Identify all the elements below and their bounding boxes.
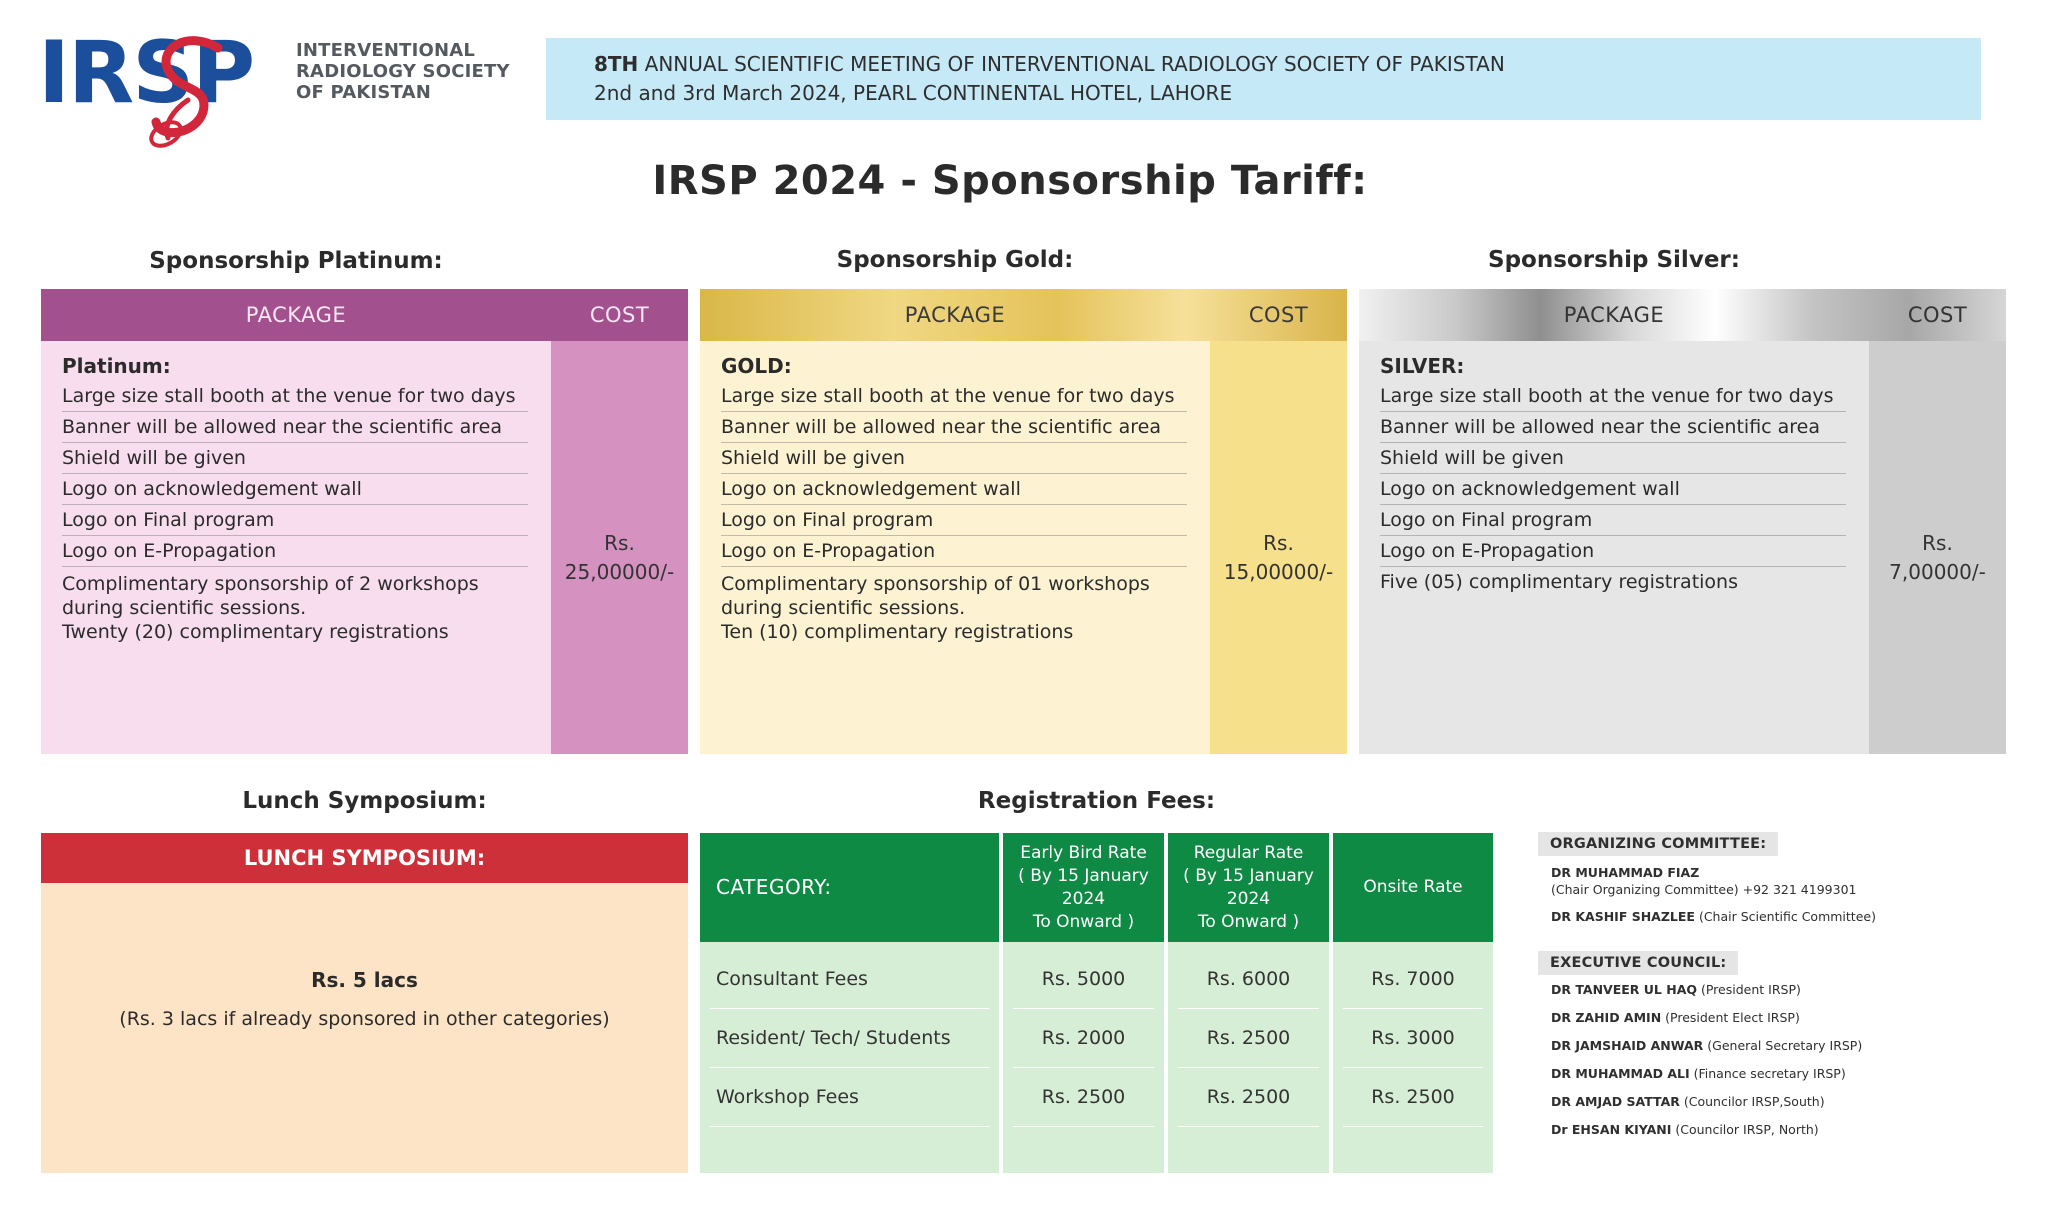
benefit-item: Shield will be given (1380, 443, 1846, 474)
member-role: (General Secretary IRSP) (1703, 1038, 1863, 1053)
fee-cell: Rs. 2500 (1013, 1068, 1154, 1127)
member-name: Dr EHSAN KIYANI (1551, 1122, 1672, 1137)
benefit-item: Logo on Final program (1380, 505, 1846, 536)
silver-cost (1869, 341, 2006, 754)
logo-wordmark (296, 40, 510, 103)
header-line: 2024 (1226, 888, 1271, 909)
council-member (1538, 981, 1998, 998)
header-line: ( By 15 January (1018, 865, 1149, 886)
committee-panel (1538, 832, 1998, 1138)
cost-currency: Rs. (1263, 530, 1294, 555)
platinum-table-header (41, 289, 688, 341)
package-column-header: PACKAGE (904, 303, 1006, 327)
header-line: 2024 (1061, 888, 1106, 909)
benefit-line: Ten (10) complimentary registrations (721, 621, 1074, 643)
registration-section-title: Registration Fees: (977, 788, 1216, 814)
fee-cell: Rs. 5000 (1013, 950, 1154, 1009)
gold-package-details (700, 341, 1210, 754)
benefit-item: Banner will be allowed near the scientific area (62, 412, 528, 443)
member-name: DR MUHAMMAD ALI (1551, 1066, 1690, 1081)
benefit-item: Logo on Final program (62, 505, 528, 536)
cost-amount: 15,00000/- (1223, 559, 1334, 584)
member-role: (Chair Scientific Committee) (1694, 909, 1876, 924)
header-line: Early Bird Rate (1020, 842, 1147, 863)
category-header: CATEGORY: (700, 833, 999, 942)
registration-fees-table (700, 833, 1493, 1173)
platinum-cost (551, 341, 688, 754)
lunch-symposium-box (41, 833, 688, 1173)
member-name: DR TANVEER UL HAQ (1551, 982, 1698, 997)
cost-column-header: COST (1248, 303, 1309, 327)
member-role: (President IRSP) (1697, 982, 1801, 997)
committee-member (1538, 908, 1998, 925)
benefit-item: Logo on acknowledgement wall (1380, 474, 1846, 505)
fee-cell: Rs. 2500 (1178, 1009, 1319, 1068)
benefit-item-multiline (721, 567, 1187, 645)
benefit-item-multiline (62, 567, 528, 645)
benefit-item: Logo on E-Propagation (721, 536, 1187, 567)
banner-line-2: 2nd and 3rd March 2024, PEARL CONTINENTAL HOTEL, LAHORE (594, 81, 1233, 105)
gold-cost (1210, 341, 1347, 754)
benefit-line: during scientific sessions. (62, 597, 307, 619)
member-role: (Councilor IRSP, North) (1671, 1122, 1819, 1137)
cost-currency: Rs. (604, 530, 635, 555)
member-name: DR JAMSHAID ANWAR (1551, 1038, 1704, 1053)
benefit-item: Large size stall booth at the venue for two days (1380, 381, 1846, 412)
council-member (1538, 1009, 1998, 1026)
regular-rate-column (1168, 833, 1329, 1173)
organizing-committee-title: ORGANIZING COMMITTEE: (1538, 832, 1778, 856)
member-role: (Finance secretary IRSP) (1689, 1066, 1846, 1081)
lunch-section-title: Lunch Symposium: (242, 788, 487, 814)
logo-line: OF PAKISTAN (296, 82, 432, 103)
benefit-item: Shield will be given (62, 443, 528, 474)
gold-table-header (700, 289, 1347, 341)
package-name: SILVER: (1380, 354, 1465, 378)
member-role: (President Elect IRSP) (1661, 1010, 1800, 1025)
logo-line: RADIOLOGY SOCIETY (296, 61, 510, 82)
benefit-item: Large size stall booth at the venue for two days (721, 381, 1187, 412)
benefit-item: Large size stall booth at the venue for two days (62, 381, 528, 412)
benefit-item: Logo on acknowledgement wall (62, 474, 528, 505)
council-member (1538, 1093, 1998, 1110)
regular-rate-header (1168, 833, 1329, 942)
package-name: Platinum: (62, 354, 171, 378)
cost-currency: Rs. (1922, 530, 1953, 555)
cost-column-header: COST (1907, 303, 1968, 327)
fee-cell: Rs. 2500 (1343, 1068, 1483, 1127)
fee-cell: Rs. 7000 (1343, 950, 1483, 1009)
lunch-header: LUNCH SYMPOSIUM: (41, 833, 688, 883)
category-column (700, 833, 999, 1173)
header-line: ( By 15 January (1183, 865, 1314, 886)
banner-line-1 (594, 50, 1981, 79)
benefit-line: Complimentary sponsorship of 01 workshops (721, 573, 1150, 595)
package-column-header: PACKAGE (1563, 303, 1665, 327)
platinum-table (41, 289, 688, 754)
silver-table-header (1359, 289, 2006, 341)
category-cell: Workshop Fees (710, 1068, 989, 1127)
benefit-item: Logo on Final program (721, 505, 1187, 536)
executive-council-title: EXECUTIVE COUNCIL: (1538, 951, 1738, 975)
irsp-logo-mark (38, 30, 288, 150)
benefit-item: Five (05) complimentary registrations (1380, 571, 1738, 593)
event-banner (546, 38, 1981, 120)
banner-ordinal: 8TH (594, 52, 639, 76)
committee-member (1538, 864, 1998, 881)
gold-table (700, 289, 1347, 754)
banner-event-name: ANNUAL SCIENTIFIC MEETING OF INTERVENTIONAL RADIOLOGY SOCIETY OF PAKISTAN (638, 52, 1505, 76)
member-name: DR AMJAD SATTAR (1551, 1094, 1680, 1109)
council-member (1538, 1037, 1998, 1054)
benefit-item: Shield will be given (721, 443, 1187, 474)
benefit-item: Logo on E-Propagation (62, 536, 528, 567)
cost-column-header: COST (551, 289, 688, 341)
benefit-item: Banner will be allowed near the scientific area (1380, 412, 1846, 443)
cost-amount: 7,00000/- (1889, 559, 1986, 584)
package-name: GOLD: (721, 354, 792, 378)
fee-cell: Rs. 2500 (1178, 1068, 1319, 1127)
category-cell: Consultant Fees (710, 950, 989, 1009)
gold-section-title: Sponsorship Gold: (836, 247, 1074, 273)
onsite-rate-header: Onsite Rate (1333, 833, 1493, 942)
irsp-logo (38, 30, 510, 150)
member-role: (Councilor IRSP,South) (1679, 1094, 1825, 1109)
fee-cell: Rs. 3000 (1343, 1009, 1483, 1068)
council-member (1538, 1065, 1998, 1082)
benefit-item: Logo on E-Propagation (1380, 536, 1846, 567)
logo-acronym: IRSP (38, 30, 254, 123)
early-bird-header (1003, 833, 1164, 942)
platinum-package-details (41, 341, 551, 754)
header-line: To Onward ) (1197, 911, 1300, 932)
silver-package-details (1359, 341, 1869, 754)
benefit-line: during scientific sessions. (721, 597, 966, 619)
benefit-list (721, 381, 1190, 645)
cost-amount: 25,00000/- (564, 559, 675, 584)
platinum-section-title: Sponsorship Platinum: (149, 248, 443, 274)
benefit-line: Twenty (20) complimentary registrations (62, 621, 449, 643)
fee-cell: Rs. 6000 (1178, 950, 1319, 1009)
silver-table (1359, 289, 2006, 754)
lunch-note: (Rs. 3 lacs if already sponsored in other categories) (119, 1008, 610, 1030)
category-cell: Resident/ Tech/ Students (710, 1009, 989, 1068)
lunch-price: Rs. 5 lacs (311, 968, 418, 992)
benefit-item: Banner will be allowed near the scientific area (721, 412, 1187, 443)
benefit-list (62, 381, 531, 645)
fee-cell: Rs. 2000 (1013, 1009, 1154, 1068)
member-role: (Chair Organizing Committee) +92 321 4199301 (1551, 882, 1857, 897)
page-title: IRSP 2024 - Sponsorship Tariff: (652, 158, 1368, 204)
benefit-line: Complimentary sponsorship of 2 workshops (62, 573, 479, 595)
header-line: Regular Rate (1193, 842, 1304, 863)
silver-section-title: Sponsorship Silver: (1488, 247, 1740, 273)
early-bird-column (1003, 833, 1164, 1173)
member-name: DR ZAHID AMIN (1551, 1010, 1662, 1025)
header-line: To Onward ) (1032, 911, 1135, 932)
logo-line: INTERVENTIONAL (296, 40, 476, 61)
member-name: DR KASHIF SHAZLEE (1551, 909, 1695, 924)
package-column-header: PACKAGE (41, 289, 551, 341)
council-member (1538, 1121, 1998, 1138)
onsite-rate-column (1333, 833, 1493, 1173)
benefit-item: Logo on acknowledgement wall (721, 474, 1187, 505)
member-name: DR MUHAMMAD FIAZ (1551, 865, 1700, 880)
benefit-list (1380, 381, 1849, 597)
